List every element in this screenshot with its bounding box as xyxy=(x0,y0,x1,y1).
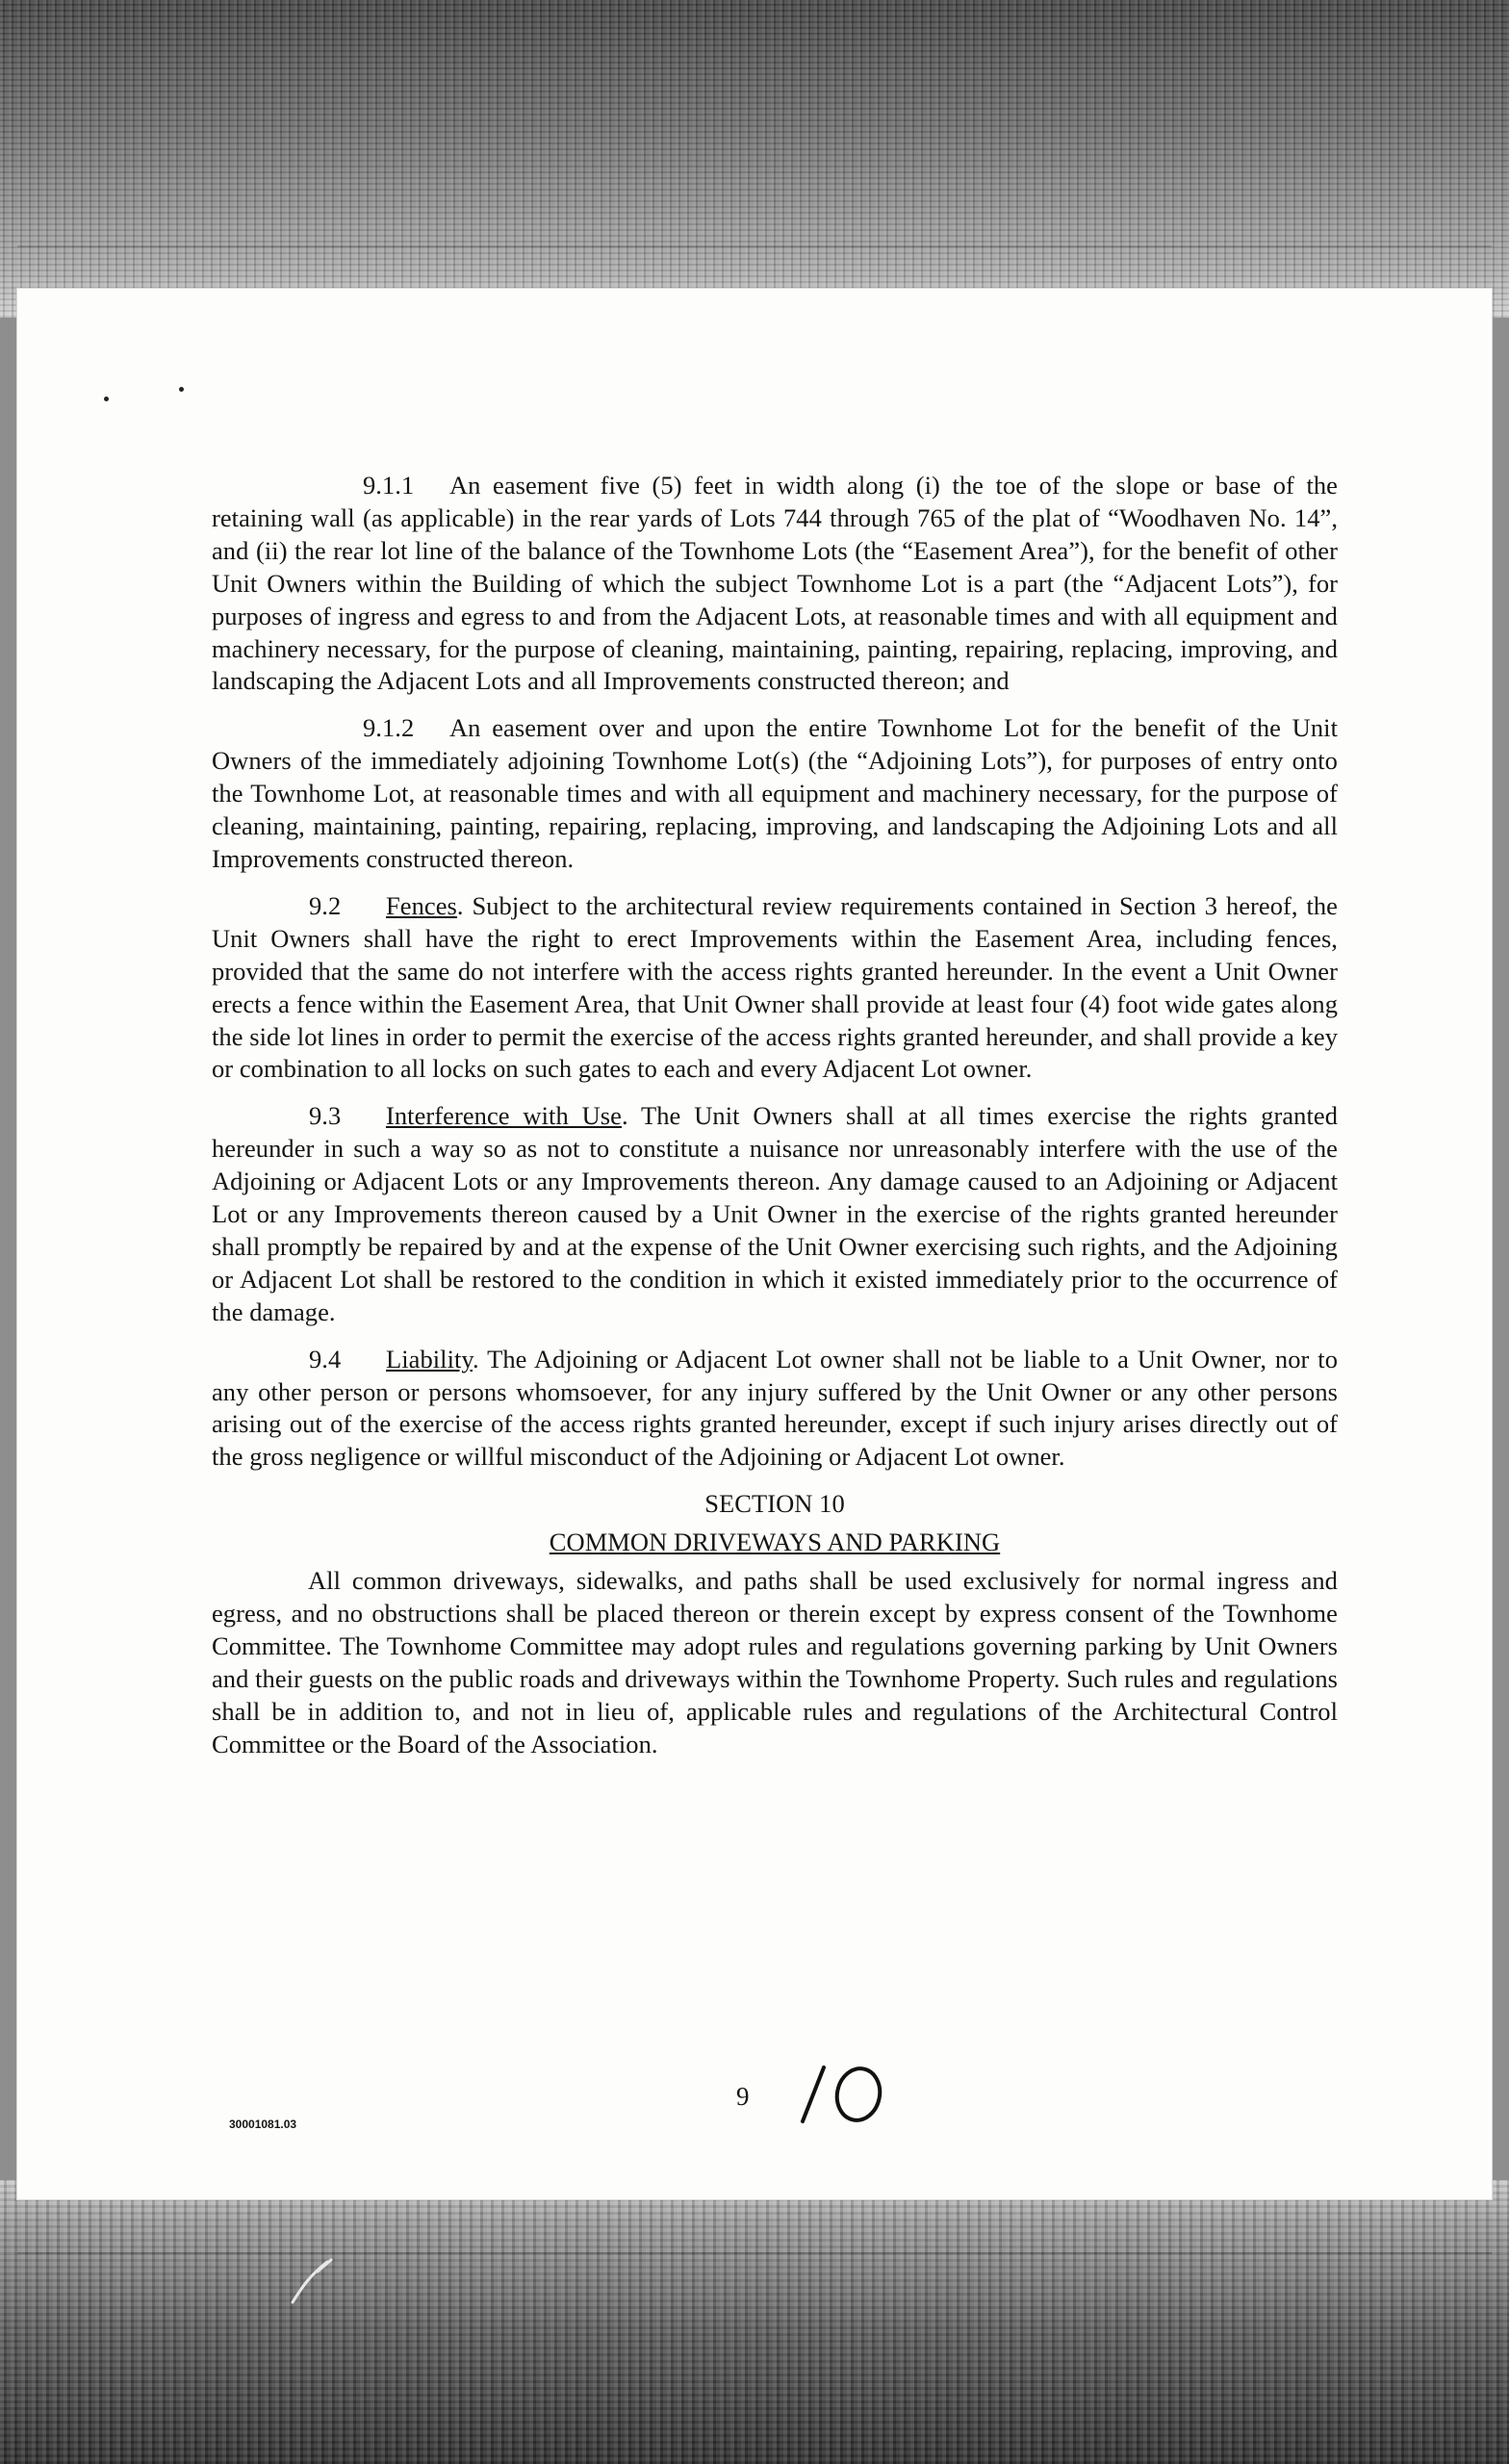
scan-speck xyxy=(179,387,184,392)
paragraph-9-2 xyxy=(212,890,1338,1086)
handwritten-page-number xyxy=(789,2058,895,2125)
paragraph-number: 9.2 xyxy=(309,890,342,920)
paragraph-heading: Liability xyxy=(386,1344,473,1373)
paragraph-9-3 xyxy=(212,1100,1338,1328)
paragraph-number: 9.1.2 xyxy=(363,713,415,743)
scan-noise-top xyxy=(0,0,1509,318)
document-body xyxy=(212,470,1338,1776)
paragraph-heading: Fences xyxy=(386,890,457,920)
section-title: SECTION 10 xyxy=(704,1489,845,1519)
scan-line xyxy=(17,2252,1492,2254)
paragraph-9-1-1 xyxy=(212,470,1338,698)
page-number: 9 xyxy=(736,2082,750,2111)
paragraph-text: An easement over and upon the entire Townhome Lot for the benefit of the Unit Owners of the immediately adjoining Townhome Lot(s) (the “Adjoining Lots”), for purposes of entry onto the Townhome Lot, at reasonable times and with all equipment and machinery necessary, for the purpose of cleaning, maintaining, painting, repairing, replacing, improving, and landscaping the Adjoining Lots and all Improvements constructed thereon. xyxy=(212,713,1338,873)
paragraph-9-4 xyxy=(212,1344,1338,1475)
scan-noise-bottom xyxy=(0,2180,1509,2464)
paragraph-heading: Interference with Use xyxy=(386,1101,622,1131)
paragraph-text: . The Unit Owners shall at all times exercise the rights granted hereunder in such a way so as not to constitute a nuisance nor unreasonably interfere with the use of the Adjoining or Adjacent Lots or any Improvements thereon. Any damage caused to an Adjoining or Adjacent Lot or any Improvements thereon caused by a Unit Owner in the exercise of the rights granted hereunder shall promptly be repaired by and at the expense of the Unit Owner exercising such rights, and the Adjoining or Adjacent Lot shall be restored to the condition in which it existed immediately prior to the occurrence of the damage. xyxy=(212,1101,1338,1326)
paragraph-9-1-2 xyxy=(212,712,1338,876)
paragraph-number: 9.3 xyxy=(309,1101,342,1131)
paragraph-number: 9.1.1 xyxy=(363,471,415,500)
pen-mark xyxy=(289,2252,346,2310)
document-code: 30001081.03 xyxy=(229,2118,297,2131)
paragraph-text: . The Adjoining or Adjacent Lot owner shall not be liable to a Unit Owner, nor to any other person or persons whomsoever, for any injury suffered by the Unit Owner or any other persons arising out of the exercise of the access rights granted hereunder, except if such injury arises directly out of the gross negligence or willful misconduct of the Adjoining or Adjacent Lot owner. xyxy=(212,1344,1338,1472)
section-10-body: All common driveways, sidewalks, and paths shall be used exclusively for normal ingress and egress, and no obstructions shall be placed thereon or therein except by express consent of the Townhome Committee. The Townhome Committee may adopt rules and regulations governing parking by Unit Owners and their guests on the public roads and driveways within the Townhome Property. Such rules and regulations shall be in addition to, and not in lieu of, applicable rules and regulations of the Architectural Control Committee or the Board of the Association. xyxy=(212,1566,1338,1758)
paragraph-text: An easement five (5) feet in width along (i) the toe of the slope or base of the retaining wall (as applicable) in the rear yards of Lots 744 through 765 of the plat of “Woodhaven No. 14”, and (ii) the rear lot line of the balance of the Townhome Lots (the “Easement Area”), for the benefit of other Unit Owners within the Building of which the subject Townhome Lot is a part (the “Adjacent Lots”), for purposes of ingress and egress to and from the Adjacent Lots, at reasonable times and with all equipment and machinery necessary, for the purpose of cleaning, maintaining, painting, repairing, replacing, improving, and landscaping the Adjacent Lots and all Improvements constructed thereon; and xyxy=(212,471,1338,696)
section-heading: COMMON DRIVEWAYS AND PARKING xyxy=(549,1527,1001,1557)
paragraph-number: 9.4 xyxy=(309,1344,342,1373)
scan-line xyxy=(17,245,1492,247)
scan-speck xyxy=(104,397,109,401)
paragraph-text: . Subject to the architectural review requirements contained in Section 3 hereof, the Unit Owners shall have the right to erect Improvements within the Easement Area, including fences, provided that the same do not interfere with the access rights granted hereunder. In the event a Unit Owner erects a fence within the Easement Area, that Unit Owner shall provide at least four (4) foot wide gates along the side lot lines in order to permit the exercise of the access rights granted hereunder, and shall provide a key or combination to all locks on such gates to each and every Adjacent Lot owner. xyxy=(212,890,1338,1084)
